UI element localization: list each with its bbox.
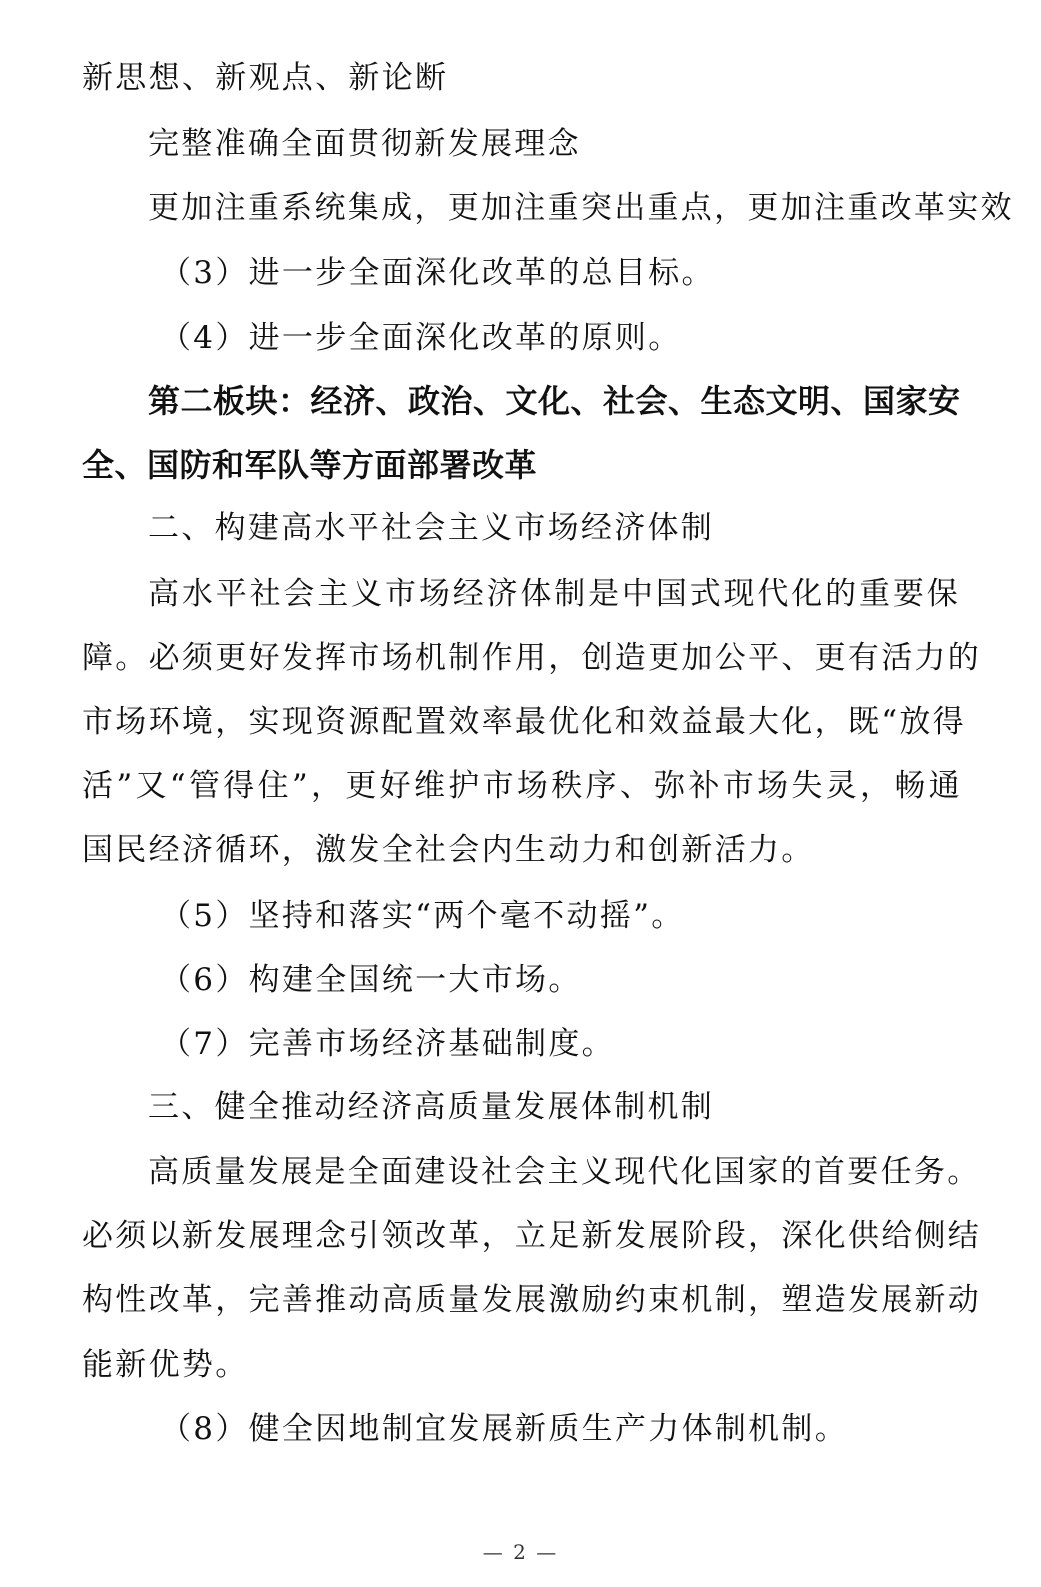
paragraph-line: 活”又“管得住”，更好维护市场秩序、弥补市场失灵，畅通: [82, 768, 962, 804]
subsection-heading: 三、健全推动经济高质量发展体制机制: [148, 1089, 715, 1125]
paragraph-line: 能新优势。: [82, 1347, 249, 1383]
paragraph-line: 市场环境，实现资源配置效率最优化和效益最大化，既“放得: [82, 704, 966, 740]
page-number: — 2 —: [482, 1540, 559, 1564]
paragraph-line: 构性改革，完善推动高质量发展激励约束机制，塑造发展新动: [82, 1282, 982, 1318]
paragraph-line: 必须以新发展理念引领改革，立足新发展阶段，深化供给侧结: [82, 1218, 982, 1254]
text-line: 新思想、新观点、新论断: [82, 60, 449, 96]
section-heading: 第二板块：经济、政治、文化、社会、生态文明、国家安: [148, 382, 961, 420]
paragraph-line: 国民经济循环，激发全社会内生动力和创新活力。: [82, 832, 815, 868]
list-item: （6）构建全国统一大市场。: [160, 962, 582, 998]
paragraph-line: 障。必须更好发挥市场机制作用，创造更加公平、更有活力的: [82, 640, 982, 676]
section-heading: 全、国防和军队等方面部署改革: [82, 446, 538, 484]
list-item: （4）进一步全面深化改革的原则。: [160, 320, 682, 356]
list-item: （8）健全因地制宜发展新质生产力体制机制。: [160, 1411, 849, 1447]
list-item: （7）完善市场经济基础制度。: [160, 1026, 615, 1062]
list-item: （3）进一步全面深化改革的总目标。: [160, 255, 715, 291]
text-line: 更加注重系统集成，更加注重突出重点，更加注重改革实效: [148, 190, 1014, 226]
paragraph-line: 高水平社会主义市场经济体制是中国式现代化的重要保: [148, 576, 960, 612]
paragraph-line: 高质量发展是全面建设社会主义现代化国家的首要任务。: [148, 1154, 981, 1190]
text-line: 完整准确全面贯彻新发展理念: [148, 126, 581, 162]
list-item: （5）坚持和落实“两个毫不动摇”。: [160, 898, 685, 934]
subsection-heading: 二、构建高水平社会主义市场经济体制: [148, 510, 715, 546]
